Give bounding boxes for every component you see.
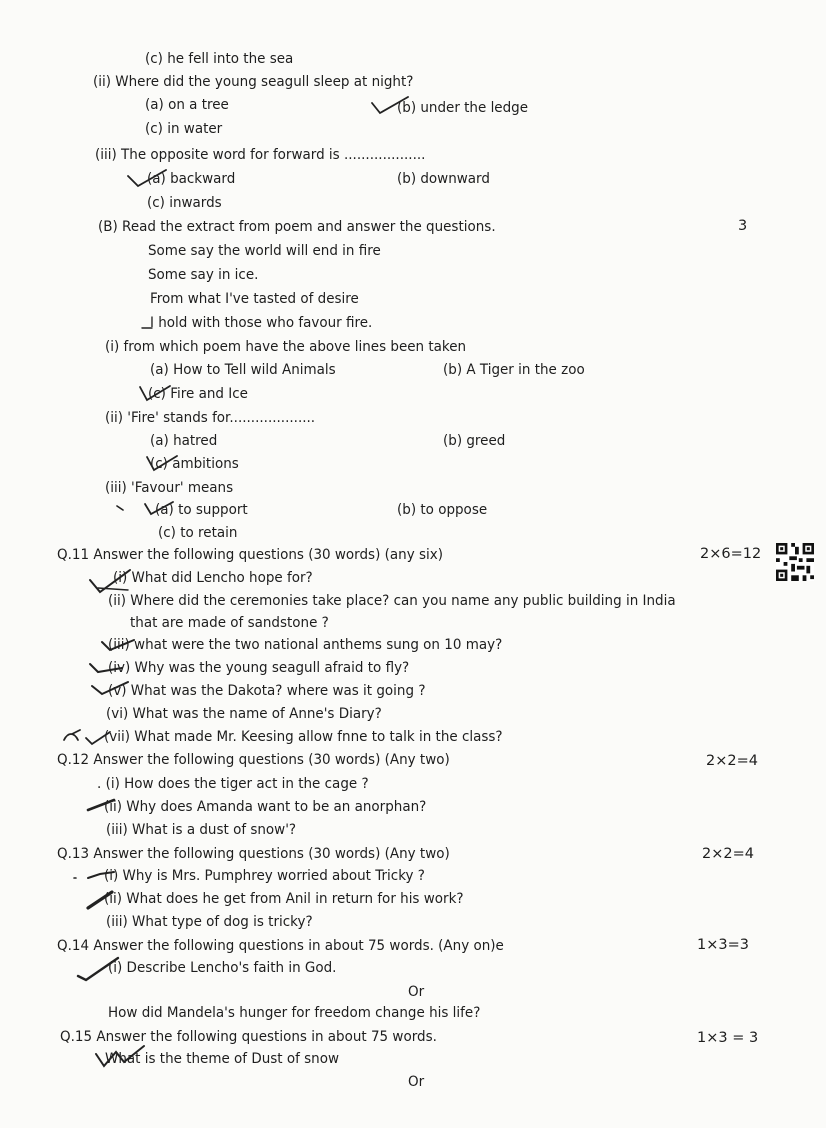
option-text: (b) A Tiger in the zoo	[443, 362, 585, 378]
question-text: (ii) Why does Amanda want to be an anorphan?	[104, 799, 427, 815]
question-text: (ii) Where did the young seagull sleep at night?	[93, 74, 414, 90]
option-text: (b) under the ledge	[397, 100, 529, 116]
or-separator: Or	[408, 984, 425, 1000]
question-text: (iii) What is a dust of snow'?	[106, 822, 297, 838]
option-text: (c) he fell into the sea	[145, 51, 294, 67]
qr-code-icon	[776, 543, 814, 581]
question-heading-q15: Q.15 Answer the following questions in about 75 words.	[60, 1029, 437, 1045]
question-text: How did Mandela's hunger for freedom change his life?	[108, 1005, 481, 1021]
option-text: (a) to support	[155, 502, 248, 518]
option-text: (b) greed	[443, 433, 506, 449]
question-text: (v) What was the Dakota? where was it going ?	[108, 683, 426, 699]
question-text: (ii) 'Fire' stands for....................	[105, 410, 316, 426]
question-text: (vii) What made Mr. Keesing allow fnne to talk in the class?	[104, 729, 503, 745]
option-text: (a) How to Tell wild Animals	[150, 362, 336, 378]
question-text: (iii) 'Favour' means	[105, 480, 234, 496]
option-text: (c) in water	[145, 121, 223, 137]
option-text: (c) to retain	[158, 525, 238, 541]
option-text: (a) hatred	[150, 433, 218, 449]
question-heading-q12: Q.12 Answer the following questions (30 words) (Any two)	[57, 752, 450, 768]
question-text: (i) Why is Mrs. Pumphrey worried about Tricky ?	[104, 868, 425, 884]
question-text: (iii) What type of dog is tricky?	[106, 914, 313, 930]
option-text: (c) Fire and Ice	[148, 386, 248, 402]
question-heading-q13: Q.13 Answer the following questions (30 words) (Any two)	[57, 846, 450, 862]
question-text: (iii) what were the two national anthems sung on 10 may?	[108, 637, 503, 653]
marks-q15: 1×3 = 3	[697, 1030, 759, 1046]
question-text: that are made of sandstone ?	[130, 615, 329, 631]
or-separator: Or	[408, 1074, 425, 1090]
section-heading: (B) Read the extract from poem and answer the questions.	[98, 219, 496, 235]
poem-line: From what I've tasted of desire	[150, 291, 359, 307]
option-text: (c) ambitions	[150, 456, 239, 472]
option-text: (b) downward	[397, 171, 490, 187]
question-text: (iv) Why was the young seagull afraid to fly?	[108, 660, 410, 676]
question-text: (i) What did Lencho hope for?	[113, 570, 313, 586]
marks-q12: 2×2=4	[706, 753, 758, 769]
question-text: (iii) The opposite word for forward is ...................	[95, 147, 426, 163]
option-text: (a) on a tree	[145, 97, 229, 113]
question-text: (ii) What does he get from Anil in return for his work?	[104, 891, 464, 907]
question-text: . (i) How does the tiger act in the cage ?	[97, 776, 369, 792]
marks-q14: 1×3=3	[697, 937, 749, 953]
marks-q13: 2×2=4	[702, 846, 754, 862]
marks-section-b: 3	[738, 218, 748, 234]
question-heading-q11: Q.11 Answer the following questions (30 words) (any six)	[57, 547, 443, 563]
question-text: (i) from which poem have the above lines been taken	[105, 339, 467, 355]
option-text: (c) inwards	[147, 195, 222, 211]
poem-line: I hold with those who favour fire.	[150, 315, 373, 331]
question-heading-q14: Q.14 Answer the following questions in about 75 words. (Any on)e	[57, 938, 504, 954]
question-text: (ii) Where did the ceremonies take place? can you name any public building in India	[108, 593, 676, 609]
marks-q11: 2×6=12	[700, 546, 762, 562]
option-text: (a) backward	[147, 171, 236, 187]
poem-line: Some say in ice.	[148, 267, 259, 283]
question-text: (vi) What was the name of Anne's Diary?	[106, 706, 382, 722]
question-text: (i) Describe Lencho's faith in God.	[108, 960, 337, 976]
poem-line: Some say the world will end in fire	[148, 243, 381, 259]
question-text: What is the theme of Dust of snow	[105, 1051, 339, 1067]
option-text: (b) to oppose	[397, 502, 488, 518]
